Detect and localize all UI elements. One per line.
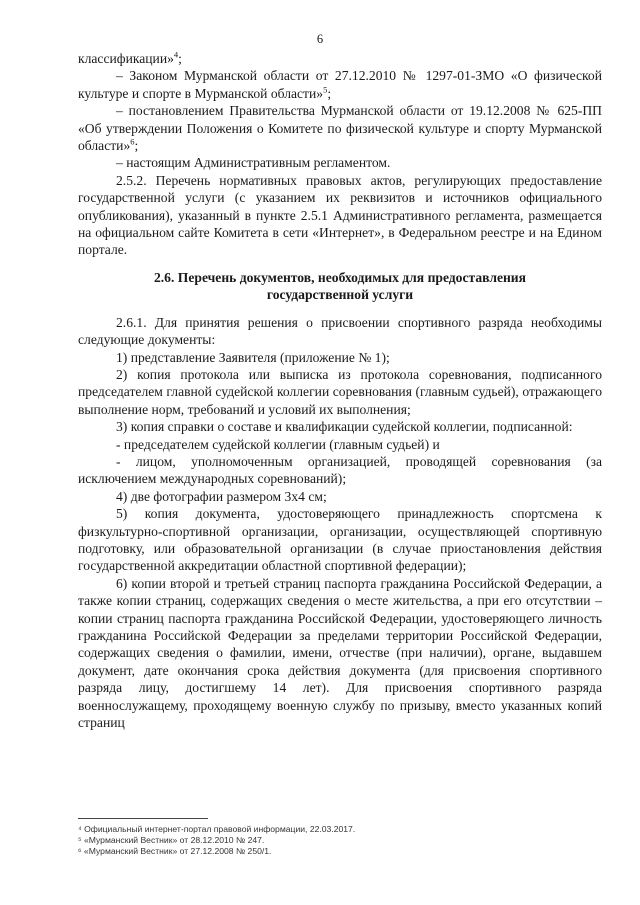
document-body — [78, 50, 602, 731]
paragraph-admin-regulation: – настоящим Административным регламентом. — [116, 155, 391, 171]
list-item-5: 5) копия документа, удостоверяющего принадлежность спортсмена к физкультурно-спортивной организации, организации, осуществляющей спортивную подготовку, или образовательной организации (в случае приостановления действия государственной аккредитации областной спортивной федерации); — [78, 506, 602, 574]
footnote-divider — [78, 818, 208, 819]
list-item-3: 3) копия справки о составе и квалификации судейской коллегии, подписанной: — [116, 419, 573, 435]
footnote-ref-4[interactable]: 4 — [173, 49, 179, 60]
paragraph-murmansk-law — [78, 67, 602, 102]
footnote-4: ⁴ Официальный интернет-портал правовой информации, 22.03.2017. — [78, 824, 356, 834]
paragraph-classification-end — [78, 50, 602, 67]
list-item-3b: - лицом, уполномоченным организацией, проводящей соревнования (за исключением международных соревнований); — [78, 453, 602, 487]
footnote-6: ⁶ «Мурманский Вестник» от 27.12.2008 № 250/1. — [78, 846, 272, 856]
list-item-6: 6) копии второй и третьей страниц паспорта гражданина Российской Федерации, а также копии страниц, содержащих сведения о месте жительства, а при его отсутствии – копии страниц паспорта гражданина Российской Федерации, удостоверяющего личность гражданина Российской Федерации за пределами территории Российской Федерации, содержащих сведения о фамилии, имени, отчестве (при наличии), органе, выдавшем документ, дате окончания срока действия документа (для присвоения спортивного разряда лицу, достигшему 14 лет). Для присвоения спортивного разряда военнослужащему, проходящему военную службу по призыву, вместо указанных копий страниц — [78, 575, 602, 731]
page-number: 6 — [316, 32, 324, 46]
list-item-1: 1) представление Заявителя (приложение № 1); — [116, 349, 390, 365]
paragraph-government-resolution — [78, 102, 602, 154]
footnotes — [78, 824, 602, 857]
text: – постановлением Правительства Мурманской области от 19.12.2008 № 625-ПП «Об утверждении Положения о Комитете по физической культуре и спорту Мурманской области» — [78, 103, 602, 154]
list-item-3a: - председателем судейской коллегии (главным судьей) и — [116, 436, 440, 452]
footnote-5: ⁵ «Мурманский Вестник» от 28.12.2010 № 247. — [78, 835, 265, 845]
list-item-2: 2) копия протокола или выписка из протокола соревнования, подписанного председателем главной судейской коллегии соревнования (главным судьей), отражающего выполнение норм, требований и условий их выполнения; — [78, 366, 602, 417]
footnote-ref-6[interactable]: 6 — [130, 136, 135, 147]
section-heading-line2: государственной услуги — [266, 287, 414, 303]
paragraph-2-6-1: 2.6.1. Для принятия решения о присвоении спортивного разряда необходимы следующие документы: — [78, 314, 602, 348]
text: ; — [178, 51, 182, 66]
section-heading-line1: 2.6. Перечень документов, необходимых для предоставления — [153, 269, 526, 285]
text: ; — [327, 85, 332, 101]
list-item-4: 4) две фотографии размером 3х4 см; — [116, 488, 327, 504]
text: ; — [134, 138, 139, 154]
text: классификации» — [78, 51, 174, 66]
text: – Законом Мурманской области от 27.12.2010 № 1297-01-ЗМО «О физической культуре и спорте в Мурманской области» — [78, 68, 602, 101]
paragraph-2-5-2: 2.5.2. Перечень нормативных правовых актов, регулирующих предоставление государственной услуги (с указанием их реквизитов и источников официального опубликования), указанный в пункте 2.5.1 Административного регламента, размещается на официальном сайте Комитета в сети «Интернет», в Федеральном реестре и на Едином портале. — [78, 172, 602, 258]
footnote-ref-5[interactable]: 5 — [323, 84, 328, 95]
